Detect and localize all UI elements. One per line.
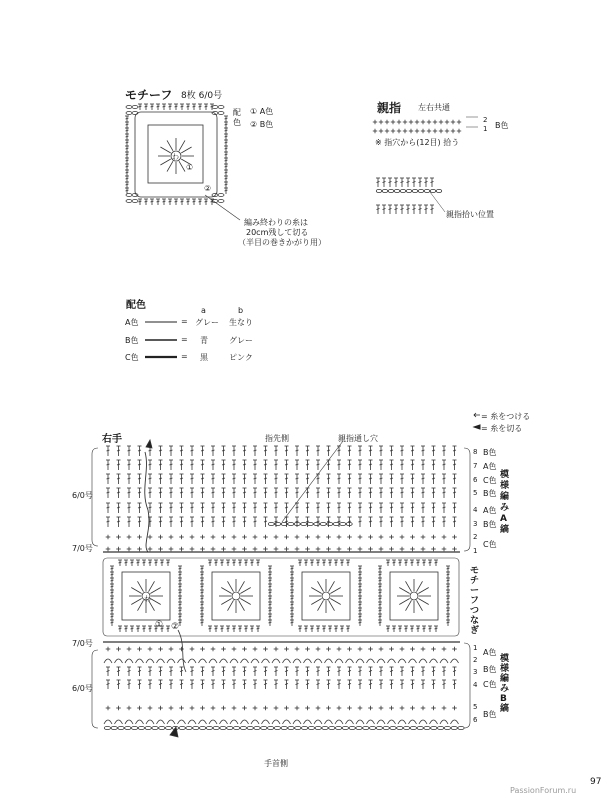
bottom-row-4-label: 4 <box>473 681 478 689</box>
main-title: 右手 <box>102 434 122 445</box>
color-table-header-b: b <box>238 306 244 315</box>
thumb-note: ※ 指穴から(12目) 拾う <box>375 138 460 147</box>
motif-haisyoku-label: 配色 <box>233 108 241 127</box>
main-motif-round-1: ① <box>155 620 164 630</box>
wrist-side-label: 手首側 <box>264 759 288 768</box>
color-row-c-a: 黒 <box>200 353 208 362</box>
thumb-row-2: 2 <box>483 116 488 124</box>
motif-round-1-mark: ① <box>186 163 194 172</box>
color-row-a-b: 生なり <box>229 318 253 327</box>
color-row-b-a: 青 <box>200 336 208 345</box>
top-row-8-color: B色 <box>483 448 497 457</box>
legend-cut: = 糸を切る <box>481 424 523 433</box>
bottom-color-c: C色 <box>483 680 497 689</box>
color-row-c-b: ピンク <box>229 353 253 362</box>
top-row-3-label: 3 <box>473 520 478 528</box>
color-row-a-eq: = <box>181 317 188 326</box>
legend-attach: = 糸をつける <box>481 412 531 421</box>
thumb-chart <box>373 117 478 214</box>
thumb-hole-label: 親指通し穴 <box>338 434 378 443</box>
thumb-color: B色 <box>495 121 509 130</box>
thumb-sub: 左右共通 <box>418 103 450 112</box>
color-row-c-eq: = <box>181 352 188 361</box>
thumb-pickup-label: 親指拾い位置 <box>446 210 494 219</box>
bottom-row-3-label: 3 <box>473 668 478 676</box>
main-motif-round-2: ② <box>171 622 180 632</box>
motif-color-2: ② B色 <box>250 120 274 129</box>
thumb-title: 親指 <box>377 101 402 115</box>
top-row-2-label: 2 <box>473 533 478 541</box>
hook-label-bottom-6: 6/0号 <box>72 684 93 693</box>
top-section-label: 模様編みA縞 <box>500 470 510 535</box>
motif-note-line-1: 編み終わりの糸は <box>244 218 308 227</box>
color-row-b-eq: = <box>181 335 188 344</box>
color-table-header-a: a <box>201 306 206 315</box>
top-row-7-label: 7 <box>473 462 478 470</box>
top-row-6-label: 6 <box>473 476 478 484</box>
top-row-3-color: B色 <box>483 520 497 529</box>
top-row-5-label: 5 <box>473 489 478 497</box>
color-row-b-b: グレー <box>229 336 253 345</box>
color-table-title: 配色 <box>126 300 146 311</box>
motif-spec: 8枚 6/0号 <box>181 91 223 101</box>
bottom-row-1-label: 1 <box>473 644 478 652</box>
bottom-row-5-label: 5 <box>473 703 478 711</box>
motif-note-line-3: （半目の巻きかがり用） <box>238 238 326 247</box>
color-row-a-a: グレー <box>195 318 219 327</box>
thumb-row-1: 1 <box>483 125 488 133</box>
bottom-row-6-label: 6 <box>473 716 478 724</box>
color-row-c-name: C色 <box>125 353 139 362</box>
color-table-lines <box>145 322 177 357</box>
watermark: PassionForum.ru <box>510 786 577 795</box>
top-row-6-color: C色 <box>483 476 497 485</box>
motif-ring-mark: わ <box>172 153 179 161</box>
top-row-7-color: A色 <box>483 462 497 471</box>
bottom-color-a: A色 <box>483 648 497 657</box>
page-number: 97 <box>590 777 602 787</box>
motif-note-line-2: 20cm残して切る <box>246 228 309 237</box>
motif-section-label: モチーフつなぎ <box>470 566 480 636</box>
motif-chart <box>125 104 240 220</box>
color-row-b-name: B色 <box>125 336 139 345</box>
top-c-color: C色 <box>483 540 497 549</box>
hook-label-bottom-7: 7/0号 <box>72 639 93 648</box>
top-row-8-label: 8 <box>473 448 478 456</box>
finger-side-label: 指先側 <box>265 434 289 443</box>
main-motif-ring-mark: わ <box>144 595 151 603</box>
top-row-4-color: A色 <box>483 506 497 515</box>
top-row-5-color: B色 <box>483 489 497 498</box>
color-row-a-name: A色 <box>125 318 139 327</box>
bottom-row-2-label: 2 <box>473 656 478 664</box>
top-row-1-label: 1 <box>473 547 478 555</box>
hook-label-top-7: 7/0号 <box>72 544 93 553</box>
bottom-color-b2: B色 <box>483 710 497 719</box>
motif-color-1: ① A色 <box>250 107 274 116</box>
legend-symbols <box>474 413 480 429</box>
bottom-section-label: 模様編みB縞 <box>500 654 510 714</box>
motif-title: モチーフ <box>125 88 173 102</box>
motif-round-2-mark: ② <box>204 184 212 193</box>
main-chart <box>92 440 470 737</box>
bottom-color-b: B色 <box>483 665 497 674</box>
top-row-4-label: 4 <box>473 506 478 514</box>
hook-label-top-6: 6/0号 <box>72 491 93 500</box>
